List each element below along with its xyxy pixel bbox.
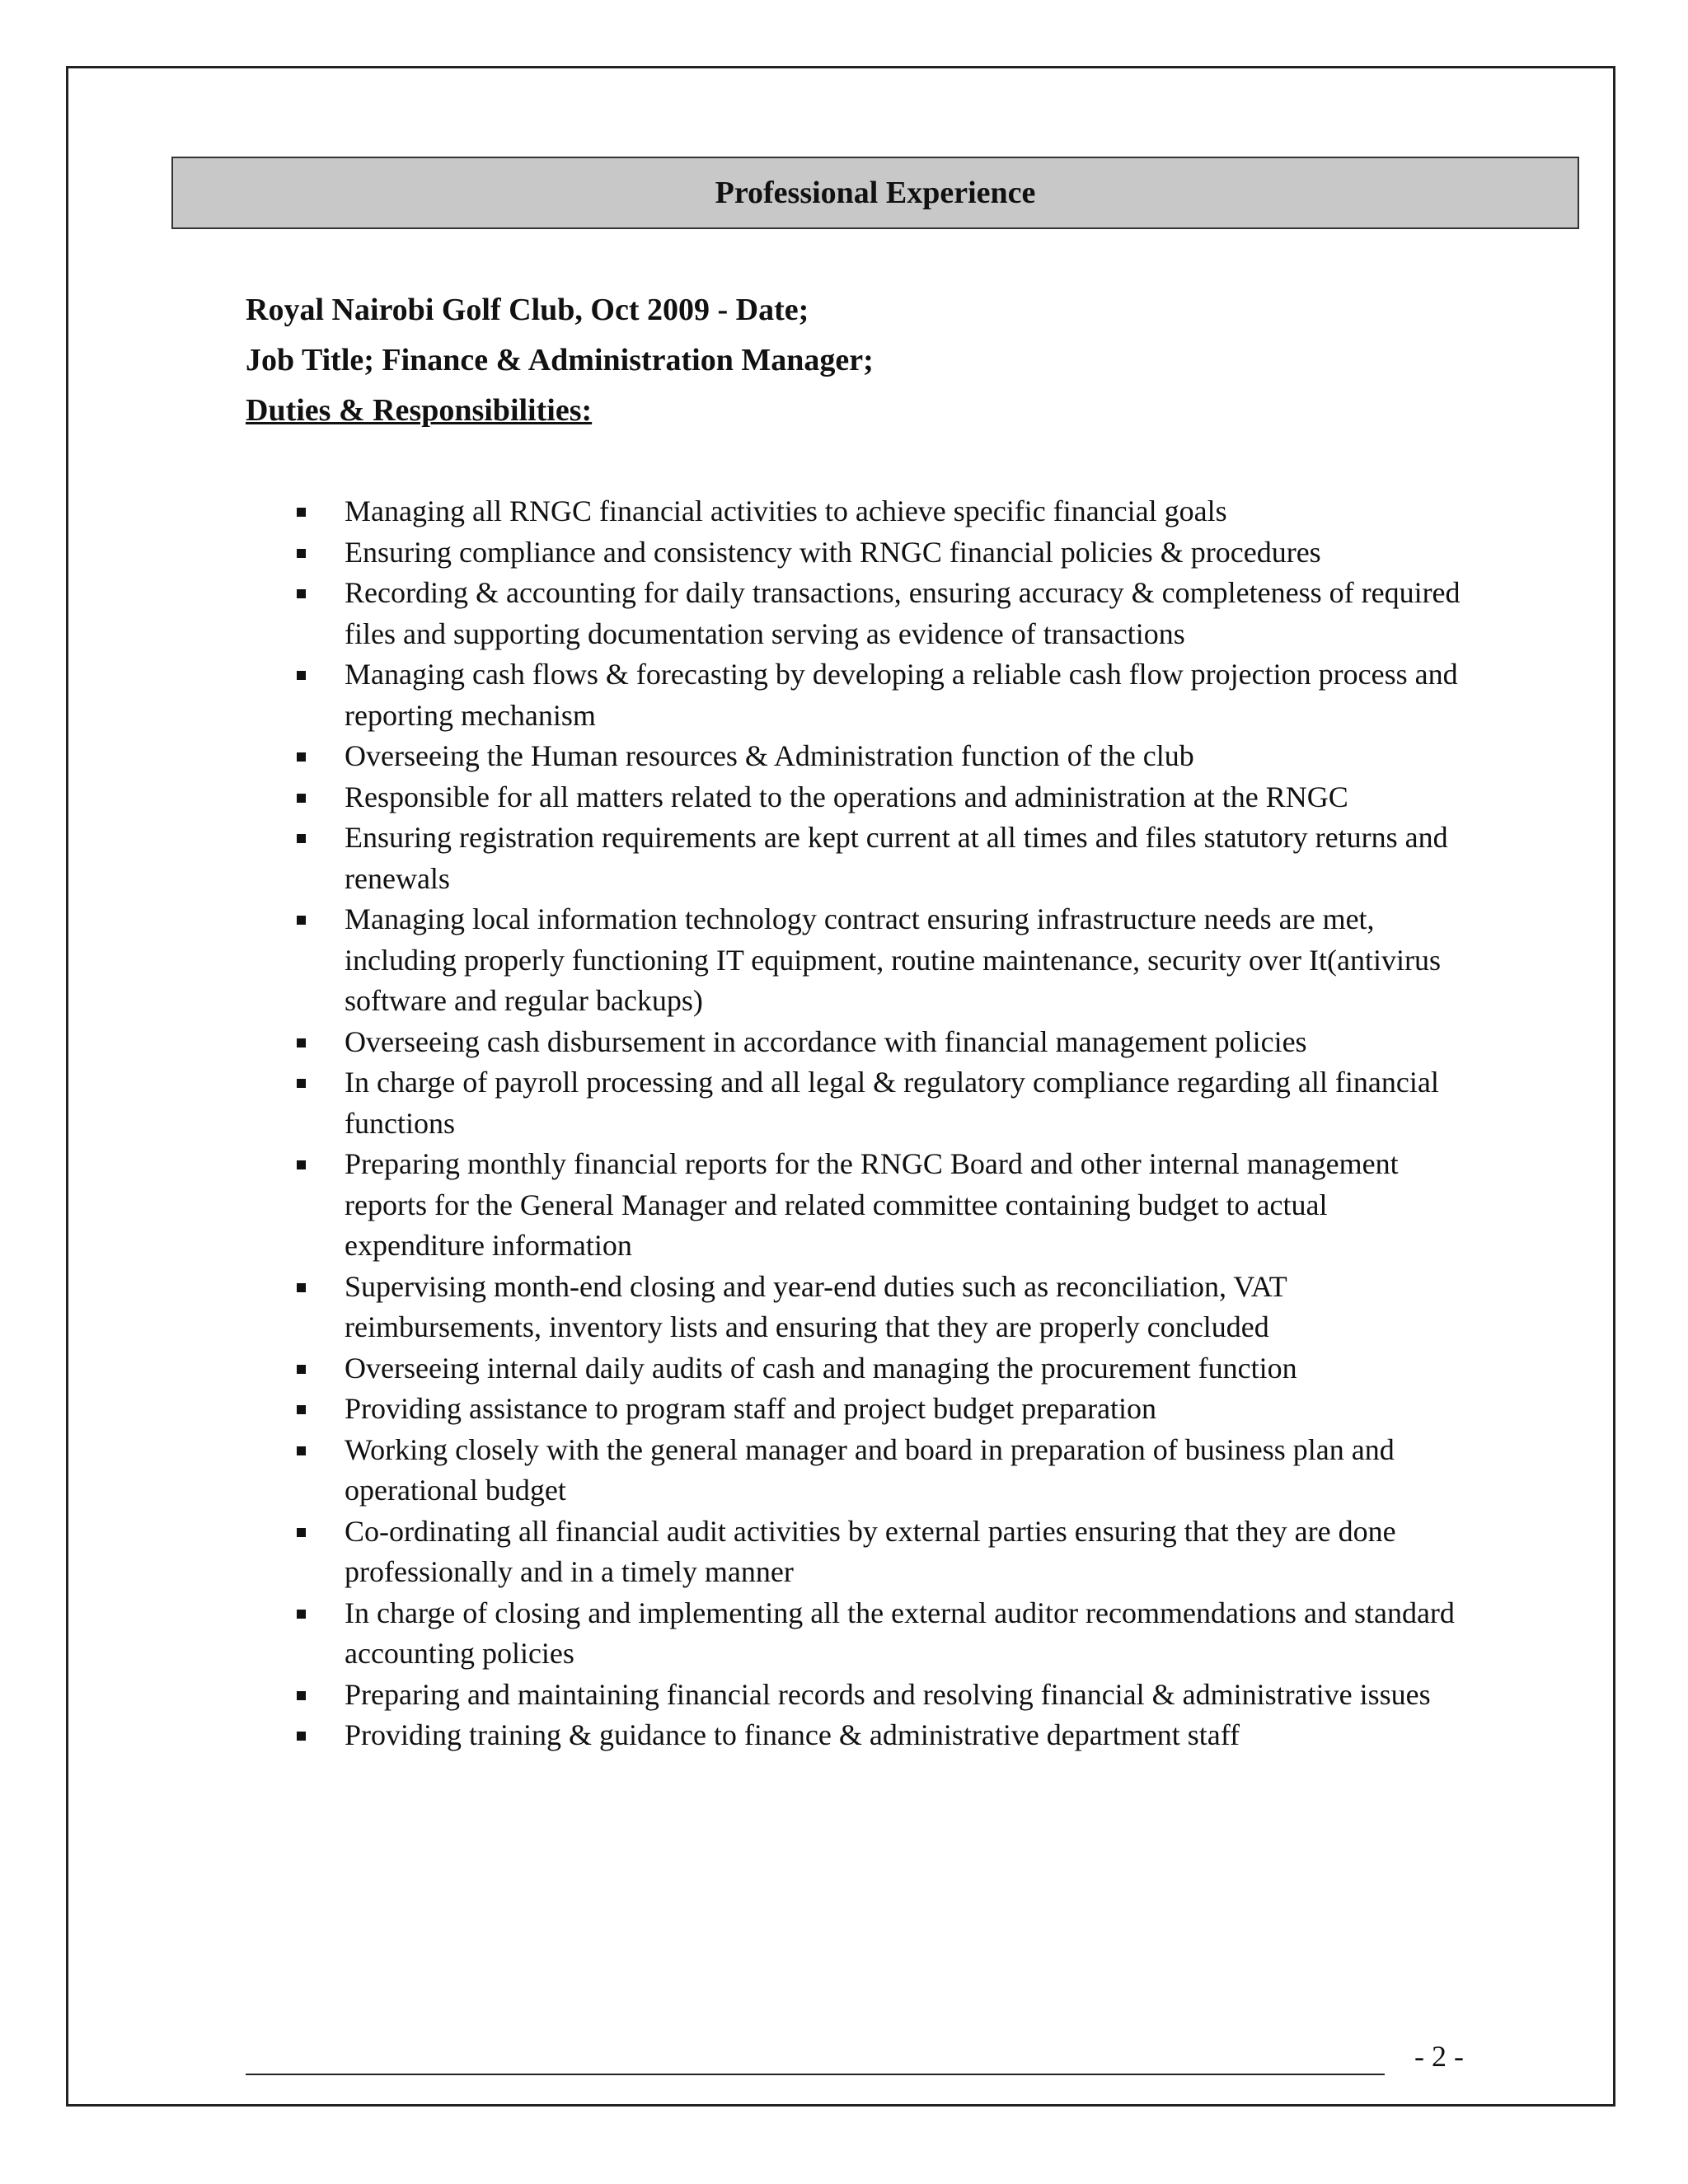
list-item — [292, 818, 1462, 899]
duty-text: Co-ordinating all financial audit activities by external parties ensuring that they are done professionally and in a timely manner — [345, 1514, 1396, 1588]
list-item — [292, 899, 1462, 1022]
square-bullet-icon — [297, 1405, 306, 1414]
duty-text: In charge of payroll processing and all legal & regulatory compliance regarding all financial functions — [345, 1066, 1439, 1140]
square-bullet-icon — [297, 549, 306, 558]
page-number: - 2 - — [1414, 2040, 1464, 2073]
job-block — [246, 285, 1482, 436]
square-bullet-icon — [297, 589, 306, 598]
list-item — [292, 736, 1462, 777]
square-bullet-icon — [297, 1365, 306, 1374]
job-title-line: Job Title; Finance & Administration Manager; — [246, 343, 874, 377]
square-bullet-icon — [297, 1691, 306, 1700]
square-bullet-icon — [297, 1160, 306, 1169]
duty-text: Preparing and maintaining financial records and resolving financial & administrative issues — [345, 1677, 1431, 1711]
duty-text: Overseeing cash disbursement in accordance with financial management policies — [345, 1024, 1307, 1058]
list-item — [292, 654, 1462, 736]
section-header — [171, 157, 1579, 229]
square-bullet-icon — [297, 752, 306, 762]
duty-text: Responsible for all matters related to the operations and administration at the RNGC — [345, 780, 1348, 813]
list-item — [292, 1675, 1462, 1716]
list-item — [292, 491, 1462, 532]
duty-text: Overseeing internal daily audits of cash and managing the procurement function — [345, 1351, 1297, 1385]
list-item — [292, 532, 1462, 574]
list-item — [292, 1430, 1462, 1511]
square-bullet-icon — [297, 1528, 306, 1537]
duty-text: In charge of closing and implementing all the external auditor recommendations and standard accounting policies — [345, 1596, 1455, 1670]
list-item — [292, 1389, 1462, 1430]
list-item — [292, 1267, 1462, 1348]
list-item — [292, 1022, 1462, 1063]
square-bullet-icon — [297, 1610, 306, 1619]
square-bullet-icon — [297, 508, 306, 517]
duty-text: Preparing monthly financial reports for the RNGC Board and other internal management reports for the General Manager and related committee containing budget to actual expenditure information — [345, 1147, 1399, 1262]
duty-text: Managing cash flows & forecasting by developing a reliable cash flow projection process and reporting mechanism — [345, 658, 1458, 732]
duty-text: Ensuring registration requirements are kept current at all times and files statutory returns and renewals — [345, 821, 1448, 895]
list-item — [292, 1348, 1462, 1390]
list-item — [292, 1511, 1462, 1593]
duty-text: Supervising month-end closing and year-end duties such as reconciliation, VAT reimbursements, inventory lists and ensuring that they are properly concluded — [345, 1269, 1287, 1343]
section-title: Professional Experience — [715, 176, 1036, 210]
duties-heading: Duties & Responsibilities: — [246, 393, 593, 428]
duty-text: Working closely with the general manager and board in preparation of business plan and operational budget — [345, 1432, 1395, 1507]
duty-text: Managing all RNGC financial activities to achieve specific financial goals — [345, 494, 1227, 527]
square-bullet-icon — [297, 1079, 306, 1088]
square-bullet-icon — [297, 1446, 306, 1455]
square-bullet-icon — [297, 834, 306, 843]
duty-text: Managing local information technology contract ensuring infrastructure needs are met, including properly functioning IT equipment, routine maintenance, security over It(antivirus software and regular backups) — [345, 902, 1441, 1017]
square-bullet-icon — [297, 671, 306, 680]
employer-line: Royal Nairobi Golf Club, Oct 2009 - Date; — [246, 293, 809, 327]
list-item — [292, 573, 1462, 654]
duty-text: Overseeing the Human resources & Administration function of the club — [345, 739, 1194, 772]
list-item — [292, 1062, 1462, 1144]
duty-text: Providing assistance to program staff and project budget preparation — [345, 1392, 1157, 1425]
duty-text: Recording & accounting for daily transactions, ensuring accuracy & completeness of required files and supporting documentation serving as evidence of transactions — [345, 576, 1461, 650]
square-bullet-icon — [297, 794, 306, 803]
square-bullet-icon — [297, 1732, 306, 1741]
square-bullet-icon — [297, 916, 306, 925]
duty-text: Ensuring compliance and consistency with RNGC financial policies & procedures — [345, 535, 1321, 569]
list-item — [292, 1715, 1462, 1756]
square-bullet-icon — [297, 1038, 306, 1047]
list-item — [292, 1144, 1462, 1267]
duty-text: Providing training & guidance to finance & administrative department staff — [345, 1718, 1240, 1751]
footer-rule — [246, 2074, 1385, 2075]
list-item — [292, 1593, 1462, 1675]
list-item — [292, 777, 1462, 818]
duties-list — [292, 491, 1462, 1756]
square-bullet-icon — [297, 1283, 306, 1292]
